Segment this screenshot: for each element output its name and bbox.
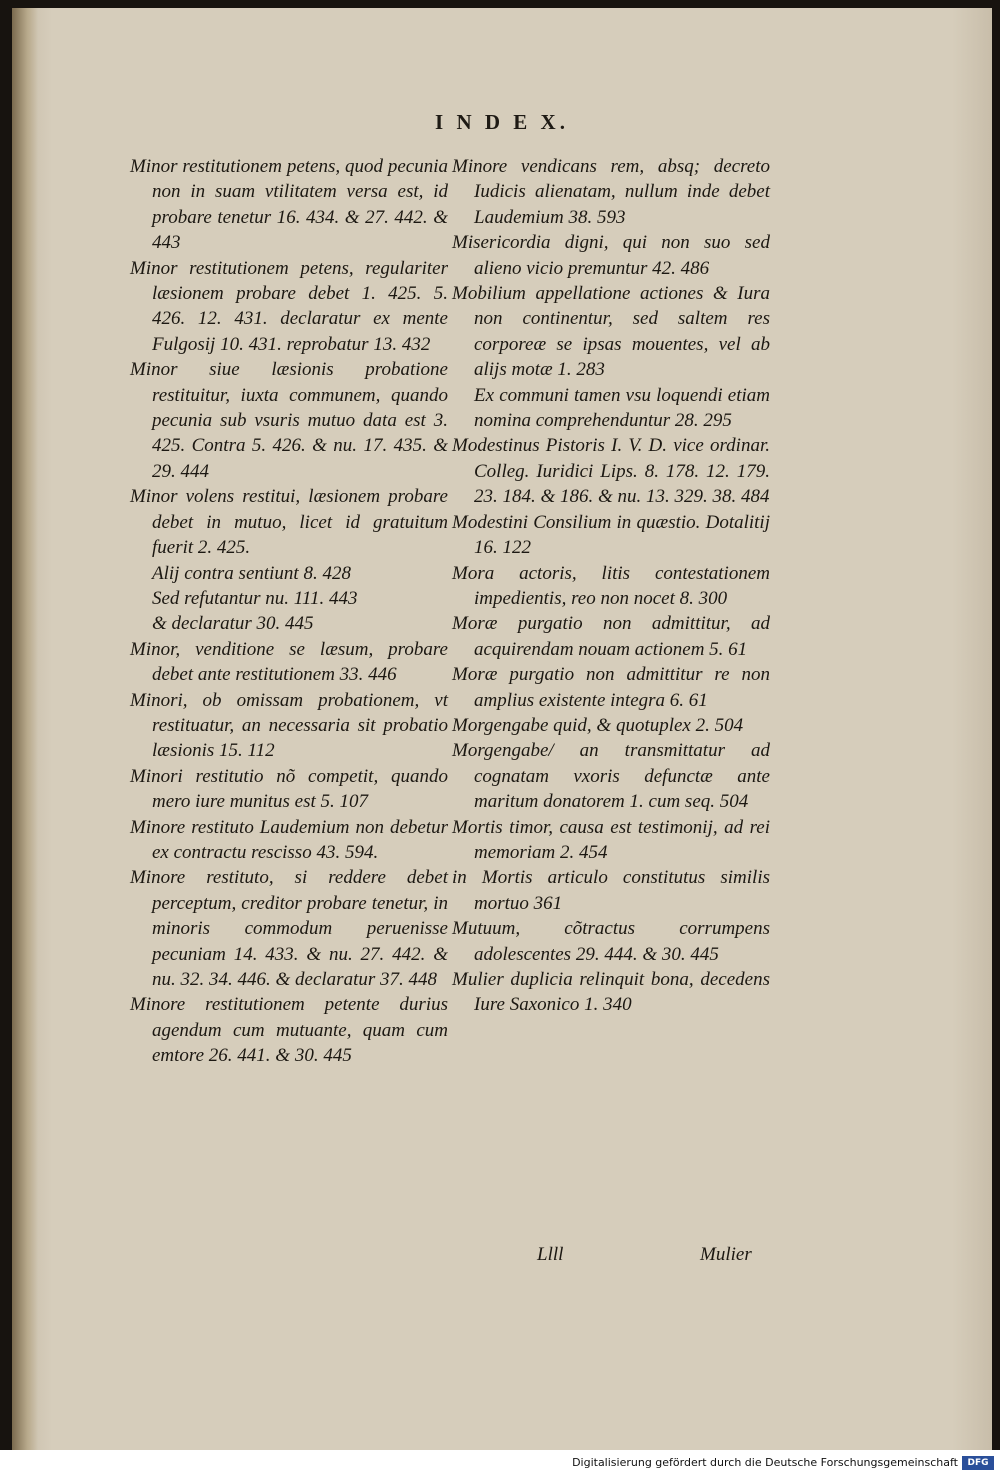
index-entry: Minor volens restitui, læsionem probare debet in mutuo, licet id gratuitum fuerit 2. 425. xyxy=(130,486,448,559)
index-entry: Minor, venditione se læsum, probare debet ante restitutionem 33. 446 xyxy=(130,638,448,686)
index-entry: Minore restituto Laudemium non debetur ex contractu rescisso 43. 594. xyxy=(130,816,448,863)
index-entry: Moræ purgatio non admittitur, ad acquirendam nouam actionem 5. 61 xyxy=(452,613,770,660)
index-subentry: Sed refutantur nu. 111. 443 xyxy=(152,587,358,609)
digitization-footer xyxy=(0,1450,1000,1478)
page-header: I N D E X. xyxy=(435,110,569,134)
index-entry: Mora actoris, litis contestationem impedientis, reo non nocet 8. 300 xyxy=(452,562,770,609)
index-entry: Minor restitutionem petens, quod pecunia non in suam vtilitatem versa est, id probare tenetur 16. 434. & 27. 442. & 443 xyxy=(130,156,448,254)
index-entry: Minor restitutionem petens, regulariter læsionem probare debet 1. 425. 5. 426. 12. 431. declaratur ex mente Fulgosij 10. 431. reprobatur 13. 432 xyxy=(130,257,448,355)
index-subentry: Alij contra sentiunt 8. 428 xyxy=(152,562,351,584)
index-entry: Mobilium appellatione actiones & Iura non continentur, sed saltem res corporeæ se ipsas mouentes, vel ab alijs motæ 1. 283 xyxy=(452,283,770,381)
index-entry: Minore vendicans rem, absq; decreto Iudicis alienatam, nullum inde debet Laudemium 38. 593 xyxy=(452,156,770,228)
index-entry: Mulier duplicia relinquit bona, decedens Iure Saxonico 1. 340 xyxy=(452,969,770,1016)
index-entry: Modestini Consilium in quæstio. Dotalitij 16. 122 xyxy=(452,511,770,559)
index-subentry: Ex communi tamen vsu loquendi etiam nomina comprehenduntur 28. 295 xyxy=(474,384,770,432)
index-entry: Modestinus Pistoris I. V. D. vice ordinar. Colleg. Iuridici Lips. 8. 178. 12. 179. 23. 184. & 186. & nu. 13. 329. 38. 484 xyxy=(452,435,770,508)
dfg-logo-icon: DFG xyxy=(962,1456,994,1470)
index-entry: Morgengabe/ an transmittatur ad cognatam vxoris defunctæ ante maritum donatorem 1. cum seq. 504 xyxy=(452,740,770,813)
index-entry: Minore restituto, si reddere debet perceptum, creditor probare tenetur, in minoris commodum peruenisse pecuniam 14. 433. & nu. 27. 442. & nu. 32. 34. 446. & declaratur 37. 448 xyxy=(130,867,448,990)
index-entry: in Mortis articulo constitutus similis mortuo 361 xyxy=(452,867,770,914)
index-entry: Minor siue læsionis probatione restituitur, iuxta communem, quando pecunia sub vsuris mutuo data est 3. 425. Contra 5. 426. & nu. 17. 435. & 29. 444 xyxy=(130,359,448,482)
index-entry: Minori, ob omissam probationem, vt restituatur, an necessaria sit probatio læsionis 15. 112 xyxy=(130,689,448,762)
index-entry: Moræ purgatio non admittitur re non amplius existente integra 6. 61 xyxy=(452,664,770,711)
index-subentry: & declaratur 30. 445 xyxy=(152,613,314,635)
index-entry: Minori restitutio nõ competit, quando mero iure munitus est 5. 107 xyxy=(130,765,448,813)
catchword: Mulier xyxy=(700,1244,752,1265)
footer-credit: Digitalisierung gefördert durch die Deutsche Forschungsgemeinschaft xyxy=(572,1456,958,1469)
index-entry: Morgengabe quid, & quotuplex 2. 504 xyxy=(452,714,744,736)
signature-mark: Llll xyxy=(537,1244,564,1265)
index-entry: Mutuum, cõtractus corrumpens adolescentes 29. 444. & 30. 445 xyxy=(452,918,770,965)
left-column xyxy=(130,154,448,1069)
index-entry: Mortis timor, causa est testimonij, ad rei memoriam 2. 454 xyxy=(452,816,770,863)
index-entry: Misericordia digni, qui non suo sed alieno vicio premuntur 42. 486 xyxy=(452,232,770,279)
page-gutter-shadow xyxy=(12,8,38,1450)
right-column xyxy=(452,154,770,1018)
index-entry: Minore restitutionem petente durius agendum cum mutuante, quam cum emtore 26. 441. & 30. 445 xyxy=(130,994,448,1067)
book-page xyxy=(12,8,992,1450)
